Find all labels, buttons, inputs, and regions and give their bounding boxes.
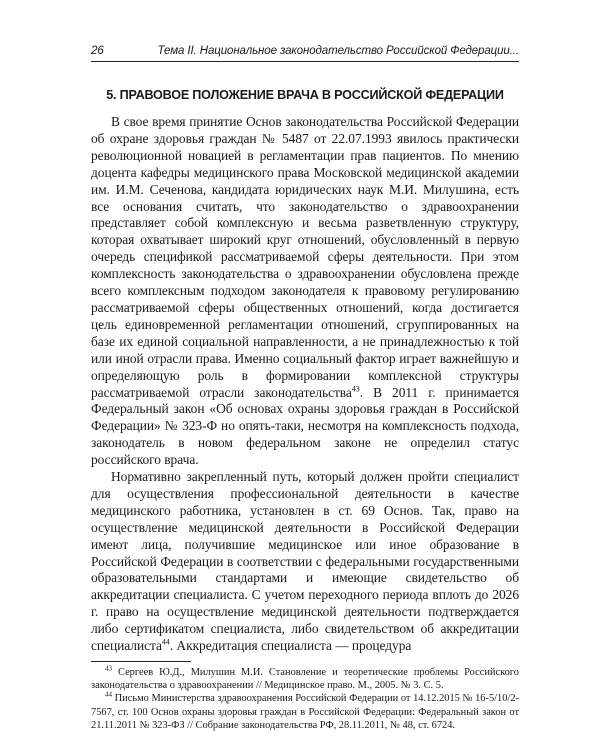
footnote-number: 44 [105,690,112,699]
paragraph-2 [91,469,519,655]
footnote-ref-43: 43 [351,384,360,394]
footnote-44 [91,692,519,732]
paragraph-1-text-a: В свое время принятие Основ законодательства Российской Федерации об охране здоровья граждан № 5487 от 22.07.1993 явилось практически революционной новацией в регламентации прав пациентов. По мнению доцента кафедры медицинского права Московской медицинской академии им. И.М. Сеченова, кандидата юридических наук М.И. Милушина, есть все основания считать, что законодательство о здравоохранении представляет собой комплексную и весьма разветвленную структуру, которая охватывает широкий круг отношений, обусловленный в первую очередь спецификой рассматриваемой сферы деятельности. При этом комплексность законодательства о здравоохранении обусловлена прежде всего комплексным подходом законодателя к правовому регулированию рассматриваемой сферы общественных отношений, когда достигается цель единовременной регламентации отношений, сгруппированных на базе их единой социальной направленности, а не принадлежностью к той или иной отрасли права. Именно социальный фактор играет важнейшую и определяющую роль в формировании комплексной структуры рассматриваемой отрасли законодательства [91,114,519,400]
page-number: 26 [91,45,104,57]
paragraph-1 [91,114,519,469]
footnotes [91,666,519,732]
footnote-text: Письмо Министерства здравоохранения Российской Федерации от 14.12.2015 № 16-5/10/2-7567, ст. 100 Основ охраны здоровья граждан в Российской Федерации: Федеральный закон от 21.11.2011 № 323-ФЗ // Собрание законодательства РФ, 28.11.2011, № 48, ст. 6724. [91,693,519,731]
running-header [91,44,519,62]
footnote-ref-44: 44 [161,637,170,647]
chapter-title: Тема II. Национальное законодательство Российской Федерации... [157,45,519,57]
footnote-text: Сергеев Ю.Д., Милушин М.И. Становление и теоретические проблемы Российского законодательства о здравоохранении // Медицинское право. М., 2005. № 3. С. 5. [91,667,519,692]
paragraph-2-text-b: . Аккредитация специалиста — процедура [169,638,412,654]
book-page [91,44,519,732]
footnote-divider [91,661,191,662]
footnote-number: 43 [105,664,112,673]
section-title: 5. ПРАВОВОЕ ПОЛОЖЕНИЕ ВРАЧА В РОССИЙСКОЙ ФЕДЕРАЦИИ [106,88,504,102]
paragraph-1-text-b: . В 2011 г. принимается Федеральный закон «Об основах охраны здоровья граждан в Российской Федерации» № 323-Ф но опять-таки, несмотря на комплексность подхода, законодатель в новом федеральном законе не определил статус российского врача. [91,384,519,468]
body-text [91,114,519,655]
paragraph-2-text-a: Нормативно закрепленный путь, который должен пройти специалист для осуществления профессиональной деятельности в качестве медицинского работника, установлен в ст. 69 Основ. Так, право на осуществление медицинской деятельности в Российской Федерации имеют лица, получившие медицинское или иное образование в Российской Федерации в соответствии с федеральными государственными образовательными стандартами и имеющие свидетельство об аккредитации специалиста. С учетом переходного периода вплоть до 2026 г. право на осуществление медицинской деятельности подтверждается либо сертификатом специалиста, либо свидетельством об аккредитации специалиста [91,469,519,654]
footnote-43 [91,666,519,692]
